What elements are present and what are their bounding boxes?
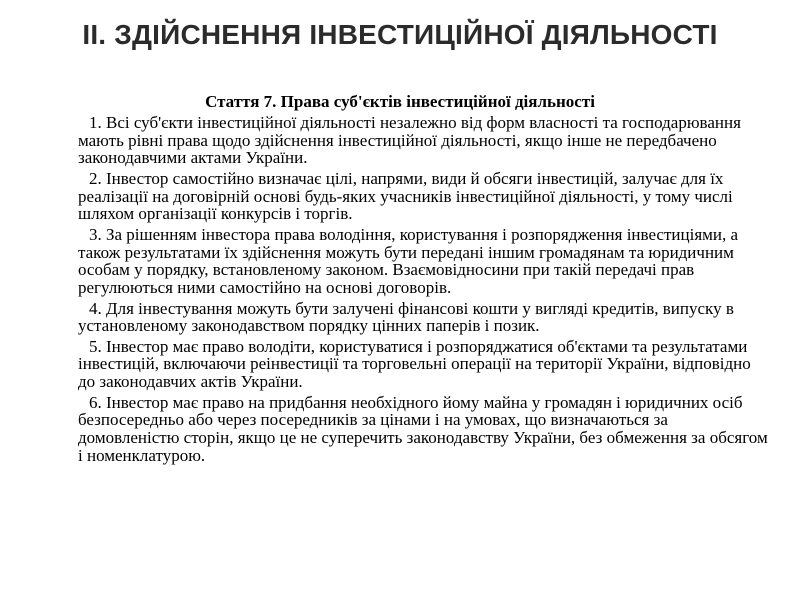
slide-title: ІІ. ЗДІЙСНЕННЯ ІНВЕСТИЦІЙНОЇ ДІЯЛЬНОСТІ bbox=[82, 19, 718, 50]
paragraph-1: 1. Всі суб'єкти інвестиційної діяльності незалежно від форм власності та господарювання мають рівні права щодо здійснення інвестиційної діяльності, якщо інше не передбачено законодавчими актами України. bbox=[78, 113, 741, 168]
paragraph-5: 5. Інвестор має право володіти, користуватися і розпоряджатися об'єктами та результатами інвестицій, включаючи реінвестиції та торговельні операції на території України, відповідно до законодавчих актів України. bbox=[78, 336, 751, 392]
paragraph-2: 2. Інвестор самостійно визначає цілі, напрями, види й обсяги інвестицій, залучає для їх реалізації на договірній основі будь-яких учасників інвестиційної діяльності, у тому числі шляхом організації конкурсів і торгів. bbox=[78, 168, 733, 224]
paragraph-6: 6. Інвестор має право на придбання необхідного йому майна у громадян і юридичних осіб безпосередньо або через посередників за цінами і на умовах, що визначаються за домовленістю сторін, якщо це не суперечить законодавству України, без обмеження за обсягом і номенклатурою. bbox=[78, 392, 768, 465]
paragraph-3: 3. За рішенням інвестора права володіння, користування і розпорядження інвестиціями, а також результатами їх здійснення можуть бути передані іншим громадянам та юридичним особам у порядку, встановленому законом. Взаємовідносини при такій передачі прав регулюються ними самостійно на основі договорів. bbox=[78, 224, 739, 297]
paragraph-4: 4. Для інвестування можуть бути залучені фінансові кошти у вигляді кредитів, випуску в установленому законодавством порядку цінних паперів і позик. bbox=[78, 298, 734, 336]
article-heading: Стаття 7. Права суб'єктів інвестиційної діяльності bbox=[205, 92, 595, 111]
article-body bbox=[78, 114, 768, 467]
